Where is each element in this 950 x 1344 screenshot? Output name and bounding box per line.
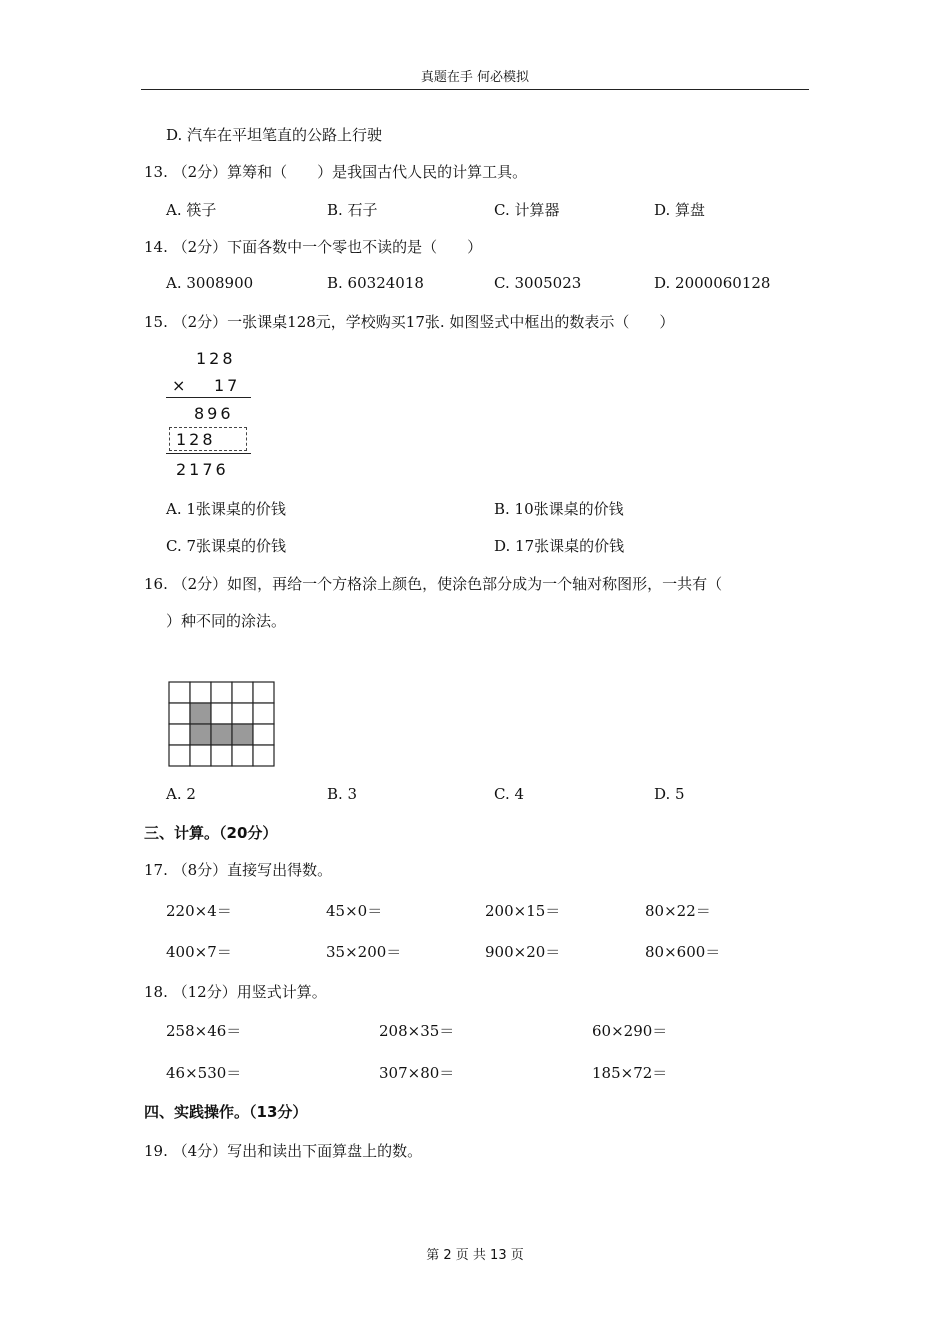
page-footer-number: 第 2 页 共 13 页 <box>426 1248 524 1263</box>
multiply-sign: × <box>172 376 189 395</box>
q16-stem-line1: 16. （2分）如图，再给一个方格涂上颜色，使涂色部分成为一个轴对称图形，一共有（ <box>144 575 723 593</box>
q13-option-a: A. 筷子 <box>166 201 217 219</box>
grid-cell <box>232 703 253 724</box>
grid-cell-shaded <box>232 724 253 745</box>
q18-item: 307×80＝ <box>379 1064 455 1082</box>
q19-stem: 19. （4分）写出和读出下面算盘上的数。 <box>144 1142 423 1160</box>
q16-option-b: B. 3 <box>327 785 358 803</box>
q17-item: 200×15＝ <box>485 902 561 920</box>
grid-cell-shaded <box>190 703 211 724</box>
grid-cell-shaded <box>211 724 232 745</box>
q16-stem-line2: ）种不同的涂法。 <box>166 612 287 630</box>
grid-cell-shaded <box>190 724 211 745</box>
section-3-title: 三、计算。（20分） <box>144 824 278 842</box>
q16-option-c: C. 4 <box>494 785 525 803</box>
q14-option-d: D. 2000060128 <box>654 274 771 292</box>
q17-item: 35×200＝ <box>326 943 402 961</box>
q16-option-d: D. 5 <box>654 785 685 803</box>
grid-cell <box>253 682 274 703</box>
q14-option-b: B. 60324018 <box>327 274 424 292</box>
q18-item: 208×35＝ <box>379 1022 455 1040</box>
multiplier: 17 <box>214 376 241 395</box>
grid-cell <box>169 682 190 703</box>
grid-cell <box>169 724 190 745</box>
q15-option-b: B. 10张课桌的价钱 <box>494 500 624 518</box>
grid-cell <box>232 682 253 703</box>
q15-option-d: D. 17张课桌的价钱 <box>494 537 625 555</box>
grid-cell <box>232 745 253 766</box>
rule-line-1 <box>166 397 251 398</box>
q17-item: 400×7＝ <box>166 943 232 961</box>
q17-stem: 17. （8分）直接写出得数。 <box>144 861 333 879</box>
header-divider <box>141 89 809 90</box>
grid-cell <box>253 724 274 745</box>
q14-option-c: C. 3005023 <box>494 274 582 292</box>
q18-item: 60×290＝ <box>592 1022 668 1040</box>
q18-item: 258×46＝ <box>166 1022 242 1040</box>
grid-cell <box>169 703 190 724</box>
q18-item: 185×72＝ <box>592 1064 668 1082</box>
q13-option-c: C. 计算器 <box>494 201 560 219</box>
q15-stem: 15. （2分）一张课桌128元，学校购买17张. 如图竖式中框出的数表示（ ） <box>144 313 675 331</box>
q17-item: 220×4＝ <box>166 902 232 920</box>
q13-stem: 13. （2分）算筹和（ ）是我国古代人民的计算工具。 <box>144 163 528 181</box>
q12-option-d: D. 汽车在平坦笔直的公路上行驶 <box>166 126 383 144</box>
grid-cell <box>190 682 211 703</box>
grid-cell <box>169 745 190 766</box>
partial-product-1: 896 <box>194 404 234 423</box>
grid-cell <box>253 745 274 766</box>
q16-grid-figure <box>168 681 278 769</box>
grid-cell <box>190 745 211 766</box>
q18-item: 46×530＝ <box>166 1064 242 1082</box>
q17-item: 45×0＝ <box>326 902 383 920</box>
q17-item: 900×20＝ <box>485 943 561 961</box>
q15-option-c: C. 7张课桌的价钱 <box>166 537 287 555</box>
q13-option-d: D. 算盘 <box>654 201 706 219</box>
grid-cell <box>211 703 232 724</box>
multiplicand: 128 <box>196 349 236 368</box>
q17-item: 80×600＝ <box>645 943 721 961</box>
section-4-title: 四、实践操作。（13分） <box>144 1103 308 1121</box>
grid-cell <box>211 682 232 703</box>
q15-option-a: A. 1张课桌的价钱 <box>166 500 286 518</box>
q17-item: 80×22＝ <box>645 902 711 920</box>
q13-option-b: B. 石子 <box>327 201 378 219</box>
q14-option-a: A. 3008900 <box>166 274 254 292</box>
partial-product-2: 128 <box>176 430 216 449</box>
page-header-title: 真题在手 何必模拟 <box>420 70 530 85</box>
rule-line-2 <box>166 453 251 454</box>
q16-option-a: A. 2 <box>166 785 196 803</box>
q18-stem: 18. （12分）用竖式计算。 <box>144 983 327 1001</box>
product-result: 2176 <box>176 460 229 479</box>
grid-cell <box>253 703 274 724</box>
grid-cell <box>211 745 232 766</box>
q14-stem: 14. （2分）下面各数中一个零也不读的是（ ） <box>144 238 483 256</box>
